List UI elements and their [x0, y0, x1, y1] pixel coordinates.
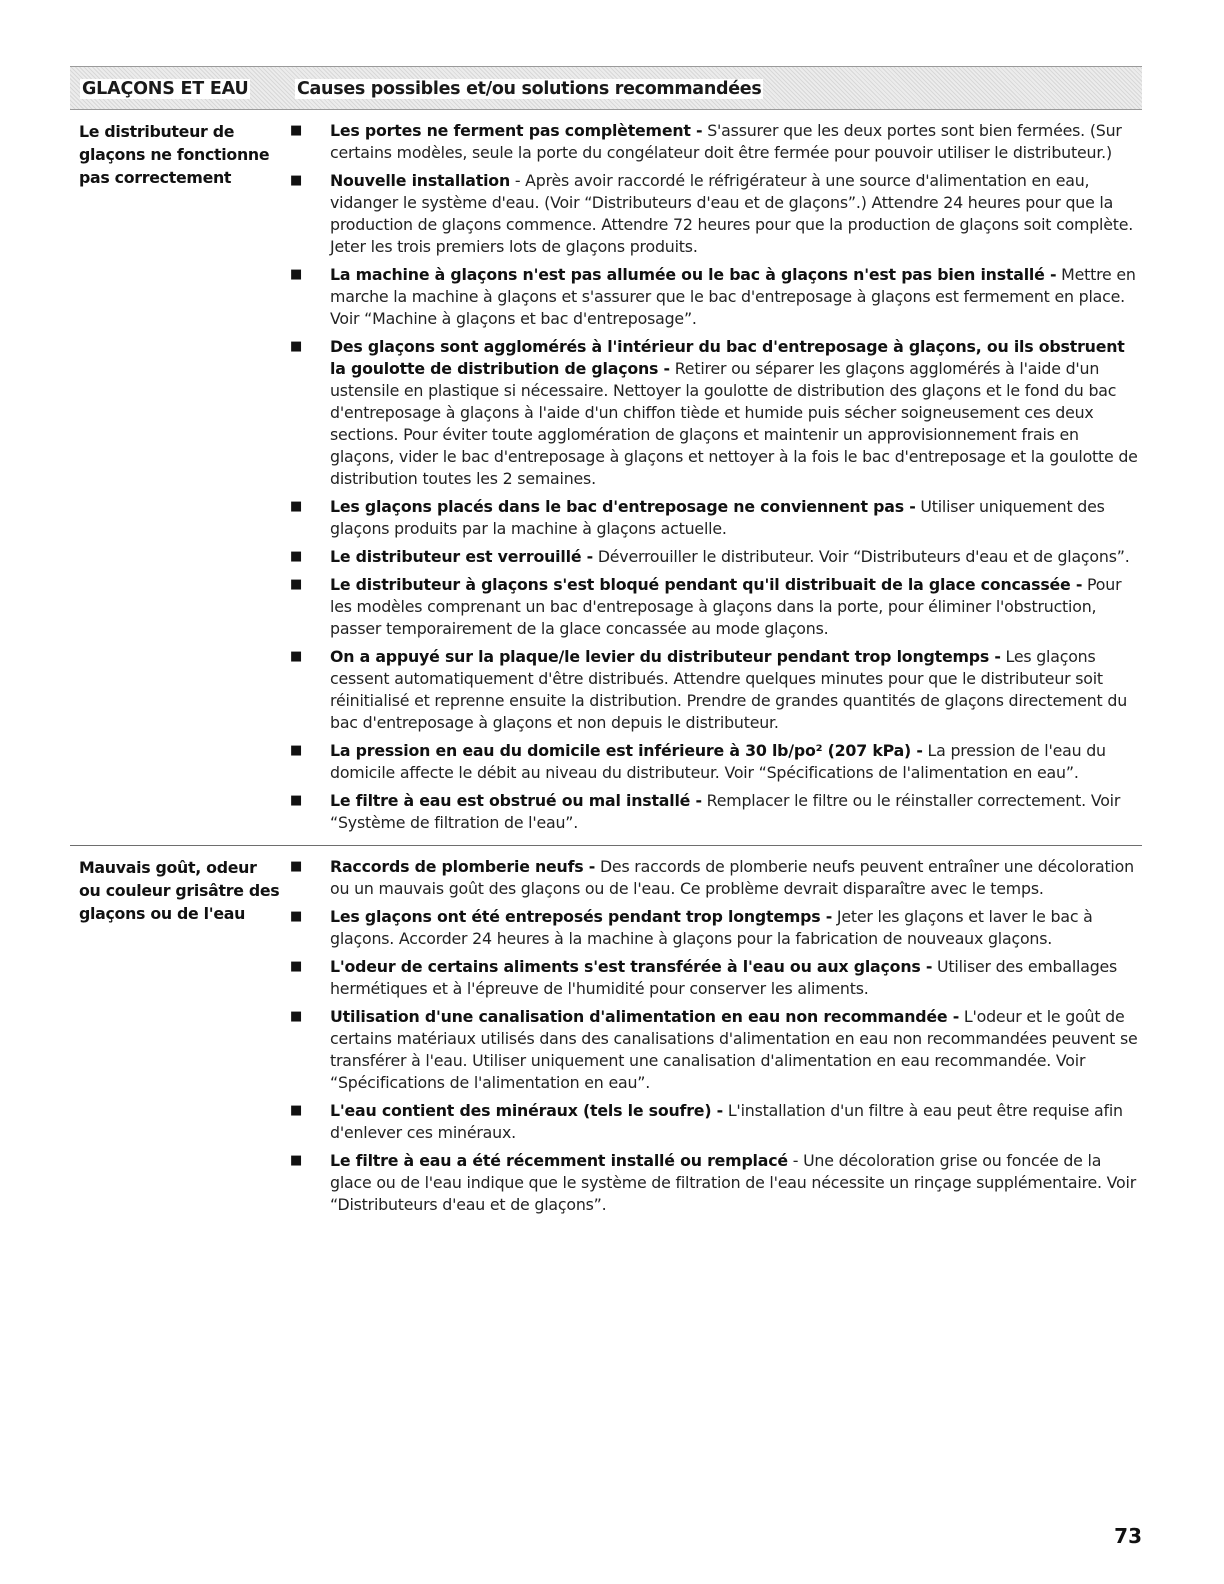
causes-list: [282, 120, 1142, 840]
header-category: GLAÇONS ET EAU: [82, 79, 249, 99]
troubleshooting-table: [70, 66, 1142, 1222]
bullet-icon: ■: [290, 123, 303, 138]
causes-list: [282, 856, 1142, 1222]
cause-text: Déverrouiller le distributeur. Voir “Distributeurs d'eau et de glaçons”.: [593, 547, 1130, 566]
cause-title: L'eau contient des minéraux (tels le soufre) -: [330, 1101, 723, 1120]
cause-text: Jeter les glaçons et laver le bac à glaçons. Accorder 24 heures à la machine à glaçons pour la fabrication de nouveaux glaçons.: [330, 907, 1093, 948]
list-item: [290, 956, 1142, 1000]
list-item: [290, 1150, 1142, 1216]
cause-text: Utiliser uniquement des glaçons produits par la machine à glaçons actuelle.: [330, 497, 1105, 538]
cause-title: Utilisation d'une canalisation d'alimentation en eau non recommandée -: [330, 1007, 960, 1026]
bullet-icon: ■: [290, 549, 303, 564]
cause-title: Les portes ne ferment pas complètement -: [330, 121, 703, 140]
cause-title: Le distributeur est verrouillé -: [330, 547, 593, 566]
cause-title: Des glaçons sont agglomérés à l'intérieur du bac d'entreposage à glaçons, ou ils obstruent la goulotte de distribution de glaçons -: [330, 337, 1125, 378]
cause-text: L'installation d'un filtre à eau peut être requise afin d'enlever ces minéraux.: [330, 1101, 1123, 1142]
list-item: [290, 496, 1142, 540]
cause-title: Raccords de plomberie neufs -: [330, 857, 596, 876]
cause-text: Remplacer le filtre ou le réinstaller correctement. Voir “Système de filtration de l'eau”.: [330, 791, 1121, 832]
list-item: [290, 740, 1142, 784]
page-number: 73: [1114, 1524, 1142, 1548]
bullet-icon: ■: [290, 173, 303, 188]
bullet-icon: ■: [290, 339, 303, 354]
bullet-icon: ■: [290, 1153, 303, 1168]
section-ice-dispenser: [70, 110, 1142, 840]
bullet-icon: ■: [290, 499, 303, 514]
cause-title: L'odeur de certains aliments s'est transférée à l'eau ou aux glaçons -: [330, 957, 933, 976]
section-taste-odor: [70, 845, 1142, 1222]
cause-title: Nouvelle installation: [330, 171, 511, 190]
bullet-icon: ■: [290, 793, 303, 808]
cause-title: Le distributeur à glaçons s'est bloqué pendant qu'il distribuait de la glace concassée -: [330, 575, 1083, 594]
cause-text: Mettre en marche la machine à glaçons et s'assurer que le bac d'entreposage à glaçons est fermement en place. Voir “Machine à glaçons et bac d'entreposage”.: [330, 265, 1136, 328]
list-item: [290, 264, 1142, 330]
list-item: [290, 574, 1142, 640]
list-item: [290, 646, 1142, 734]
header-causes: Causes possibles et/ou solutions recommandées: [297, 79, 762, 99]
list-item: [290, 546, 1142, 568]
cause-text: Retirer ou séparer les glaçons agglomérés à l'aide d'un ustensile en plastique si nécessaire. Nettoyer la goulotte de distribution des glaçons et le fond du bac d'entreposage à glaçons à l'aide d'un chiffon tiède et humide puis sécher soigneusement ces deux sections. Pour éviter toute agglomération de glaçons et maintenir un approvisionnement frais en glaçons, vider le bac d'entreposage à glaçons et nettoyer à la fois le bac d'entreposage et la goulotte de distribution toutes les 2 semaines.: [330, 359, 1138, 488]
bullet-icon: ■: [290, 267, 303, 282]
cause-text: - Après avoir raccordé le réfrigérateur à une source d'alimentation en eau, vidanger le système d'eau. (Voir “Distributeurs d'eau et de glaçons”.) Attendre 24 heures pour que la production de glaçons commence. Attendre 72 heures pour que la production de glaçons soit complète. Jeter les trois premiers lots de glaçons produits.: [330, 171, 1134, 256]
bullet-icon: ■: [290, 1103, 303, 1118]
problem-label: Mauvais goût, odeur ou couleur grisâtre des glaçons ou de l'eau: [79, 858, 280, 923]
cause-text: Pour les modèles comprenant un bac d'entreposage à glaçons dans la porte, pour éliminer l'obstruction, passer temporairement de la glace concassée au mode glaçons.: [330, 575, 1122, 638]
list-item: [290, 906, 1142, 950]
bullet-icon: ■: [290, 909, 303, 924]
cause-text: La pression de l'eau du domicile affecte le débit au niveau du distributeur. Voir “Spécifications de l'alimentation en eau”.: [330, 741, 1106, 782]
bullet-icon: ■: [290, 743, 303, 758]
cause-text: L'odeur et le goût de certains matériaux utilisés dans des canalisations d'alimentation en eau non recommandées peuvent se transférer à l'eau. Utiliser uniquement une canalisation d'alimentation en eau recommandée. Voir “Spécifications de l'alimentation en eau”.: [330, 1007, 1138, 1092]
cause-title: Les glaçons ont été entreposés pendant trop longtemps -: [330, 907, 833, 926]
cause-title: Les glaçons placés dans le bac d'entreposage ne conviennent pas -: [330, 497, 916, 516]
cause-text: Utiliser des emballages hermétiques et à l'épreuve de l'humidité pour conserver les aliments.: [330, 957, 1118, 998]
bullet-icon: ■: [290, 859, 303, 874]
list-item: [290, 1100, 1142, 1144]
list-item: [290, 336, 1142, 490]
list-item: [290, 1006, 1142, 1094]
list-item: [290, 170, 1142, 258]
cause-text: Des raccords de plomberie neufs peuvent entraîner une décoloration ou un mauvais goût des glaçons ou de l'eau. Ce problème devrait disparaître avec le temps.: [330, 857, 1134, 898]
cause-title: On a appuyé sur la plaque/le levier du distributeur pendant trop longtemps -: [330, 647, 1001, 666]
cause-title: Le filtre à eau est obstrué ou mal installé -: [330, 791, 702, 810]
cause-title: Le filtre à eau a été récemment installé ou remplacé: [330, 1151, 788, 1170]
cause-text: Les glaçons cessent automatiquement d'être distribués. Attendre quelques minutes pour que le distributeur soit réinitialisé et reprenne ensuite la distribution. Prendre de grandes quantités de glaçons directement du bac d'entreposage à glaçons et non depuis le distributeur.: [330, 647, 1128, 732]
table-header: [70, 66, 1142, 110]
bullet-icon: ■: [290, 577, 303, 592]
list-item: [290, 856, 1142, 900]
bullet-icon: ■: [290, 649, 303, 664]
bullet-icon: ■: [290, 1009, 303, 1024]
cause-title: La pression en eau du domicile est inférieure à 30 lb/po² (207 kPa) -: [330, 741, 923, 760]
list-item: [290, 120, 1142, 164]
cause-title: La machine à glaçons n'est pas allumée ou le bac à glaçons n'est pas bien installé -: [330, 265, 1057, 284]
list-item: [290, 790, 1142, 834]
bullet-icon: ■: [290, 959, 303, 974]
problem-label: Le distributeur de glaçons ne fonctionne pas correctement: [79, 122, 270, 187]
cause-text: - Une décoloration grise ou foncée de la glace ou de l'eau indique que le système de filtration de l'eau nécessite un rinçage supplémentaire. Voir “Distributeurs d'eau et de glaçons”.: [330, 1151, 1137, 1214]
cause-text: S'assurer que les deux portes sont bien fermées. (Sur certains modèles, seule la porte du congélateur doit être fermée pour pouvoir utiliser le distributeur.): [330, 121, 1122, 162]
